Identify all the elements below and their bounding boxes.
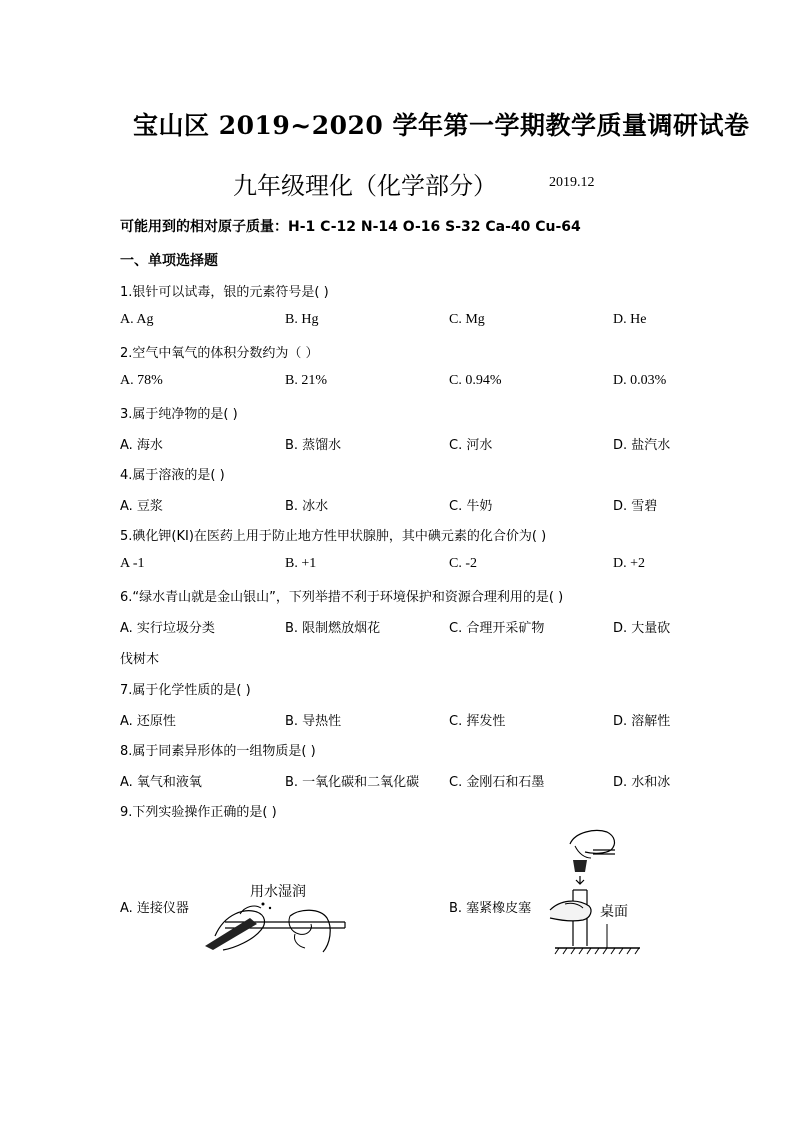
- option-a: A. 78%: [120, 373, 163, 388]
- option-b: B. Hg: [285, 312, 319, 327]
- question-stem: 8.属于同素异形体的一组物质是( ): [120, 744, 316, 759]
- option-c: C. -2: [449, 556, 477, 571]
- option-b: B. 蒸馏水: [285, 438, 342, 453]
- option-d: D. 大量砍: [613, 621, 671, 636]
- question-stem: 6.“绿水青山就是金山银山”，下列举措不利于环境保护和资源合理利用的是( ): [120, 590, 564, 605]
- option-d: D. 溶解性: [613, 714, 671, 729]
- question-stem: 7.属于化学性质的是( ): [120, 683, 251, 698]
- option-a: A. 海水: [120, 438, 163, 453]
- option-d: D. 0.03%: [613, 373, 667, 388]
- option-d: D. He: [613, 312, 647, 327]
- figure-stopper-tube: [545, 824, 645, 959]
- option-b: B. 限制燃放烟花: [285, 621, 381, 636]
- question-stem: 3.属于纯净物的是( ): [120, 407, 238, 422]
- option-d: D. +2: [613, 556, 646, 571]
- option-d-continuation: 伐树木: [120, 652, 160, 667]
- option-a: A. 实行垃圾分类: [120, 621, 215, 636]
- option-a: A -1: [120, 556, 145, 571]
- option-b: B. 一氧化碳和二氧化碳: [285, 775, 420, 790]
- figure-connect-apparatus: [195, 878, 355, 953]
- option-c: C. 挥发性: [449, 714, 506, 729]
- option-a: A. Ag: [120, 312, 154, 327]
- option-b: B. 冰水: [285, 499, 329, 514]
- figure-a-label: 用水湿润: [250, 884, 306, 900]
- question-stem: 4.属于溶液的是( ): [120, 468, 225, 483]
- option-c: C. 牛奶: [449, 499, 493, 514]
- question-stem: 2.空气中氧气的体积分数约为（ ）: [120, 346, 319, 361]
- page-title: 宝山区 2019~2020 学年第一学期教学质量调研试卷: [133, 111, 750, 140]
- option-b: B. 21%: [285, 373, 327, 388]
- option-b: B. 塞紧橡皮塞: [449, 901, 532, 916]
- question-stem: 5.碘化钾(KI)在医药上用于防止地方性甲状腺肿，其中碘元素的化合价为( ): [120, 529, 547, 544]
- exam-date: 2019.12: [549, 175, 595, 190]
- option-d: D. 盐汽水: [613, 438, 671, 453]
- option-c: C. 合理开采矿物: [449, 621, 545, 636]
- option-d: D. 水和冰: [613, 775, 671, 790]
- option-c: C. 0.94%: [449, 373, 502, 388]
- page-subtitle: 九年级理化（化学部分）: [233, 172, 497, 200]
- option-a: A. 还原性: [120, 714, 176, 729]
- option-c: C. 金刚石和石墨: [449, 775, 545, 790]
- option-a: A. 豆浆: [120, 499, 163, 514]
- option-a: A. 氧气和液氧: [120, 775, 202, 790]
- figure-b-label: 桌面: [600, 904, 628, 920]
- option-b: B. +1: [285, 556, 317, 571]
- question-stem: 9.下列实验操作正确的是( ): [120, 805, 277, 820]
- option-a: A. 连接仪器: [120, 901, 189, 916]
- atomic-mass-line: 可能用到的相对原子质量：H-1 C-12 N-14 O-16 S-32 Ca-40 Cu-64: [120, 219, 581, 235]
- option-b: B. 导热性: [285, 714, 342, 729]
- question-stem: 1.银针可以试毒，银的元素符号是( ): [120, 285, 329, 300]
- section-heading: 一、单项选择题: [120, 253, 218, 269]
- option-c: C. 河水: [449, 438, 493, 453]
- option-c: C. Mg: [449, 312, 485, 327]
- option-d: D. 雪碧: [613, 499, 658, 514]
